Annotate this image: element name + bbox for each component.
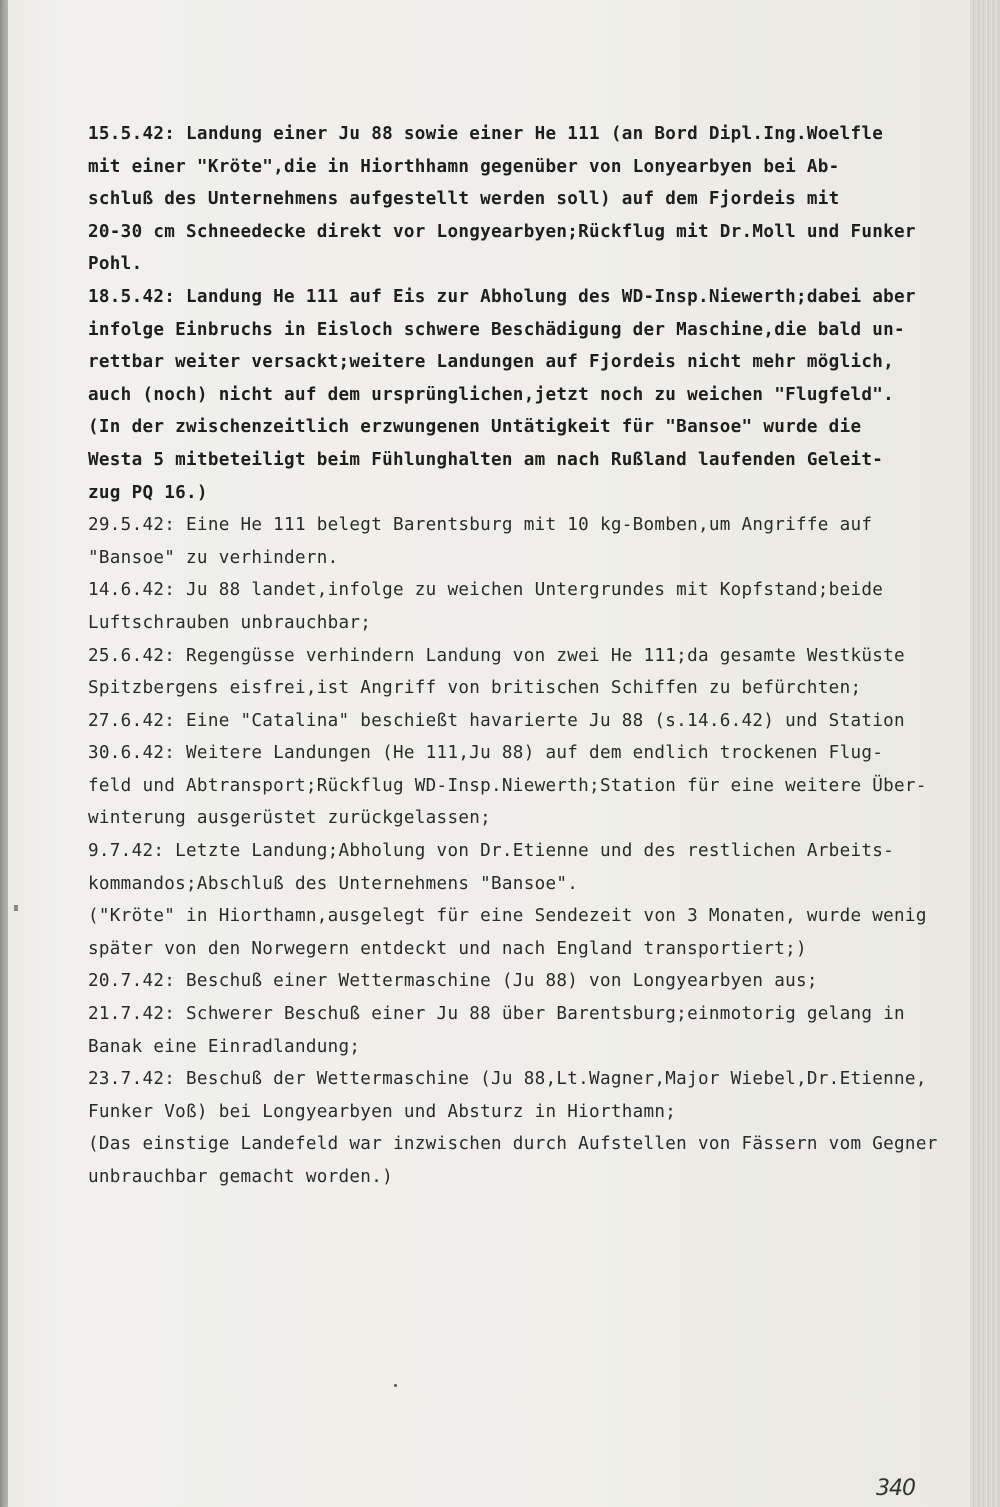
text-line: infolge Einbruchs in Eisloch schwere Beschädigung der Maschine,die bald un- [88,319,905,340]
binding-edge [0,0,8,1507]
text-line: Spitzbergens eisfrei,ist Angriff von britischen Schiffen zu befürchten; [88,678,862,699]
text-line: Banak eine Einradlandung; [88,1036,361,1057]
text-line: 18.5.42: Landung He 111 auf Eis zur Abholung des WD-Insp.Niewerth;dabei aber [88,286,916,307]
chronicle-entry [88,281,948,509]
text-line: 21.7.42: Schwerer Beschuß einer Ju 88 über Barentsburg;einmotorig gelang in [88,1004,905,1025]
text-line: Funker Voß) bei Longyearbyen und Absturz in Hiorthamn; [88,1101,677,1122]
text-line: Pohl. [88,254,143,275]
chronicle-entry [88,640,948,705]
chronicle-entry [88,1063,948,1193]
chronicle-entry [88,737,948,835]
paper-speck [14,905,18,911]
page-number: 340 [876,1476,915,1501]
paper-dot [394,1384,397,1387]
text-line: ("Kröte" in Hiorthamn,ausgelegt für eine Sendezeit von 3 Monaten, wurde wenig [88,906,927,927]
text-line: 9.7.42: Letzte Landung;Abholung von Dr.Etienne und des restlichen Arbeits- [88,841,895,862]
chronicle-entry [88,509,948,574]
page-stack-edge [970,0,1000,1507]
text-line: 23.7.42: Beschuß der Wettermaschine (Ju 88,Lt.Wagner,Major Wiebel,Dr.Etienne, [88,1069,927,1090]
text-line: auch (noch) nicht auf dem ursprünglichen,jetzt noch zu weichen "Flugfeld". [88,384,895,405]
text-line: feld und Abtransport;Rückflug WD-Insp.Niewerth;Station für eine weitere Über- [88,775,927,796]
text-line: (In der zwischenzeitlich erzwungenen Untätigkeit für "Bansoe" wurde die [88,417,862,438]
chronicle-entry [88,118,948,281]
text-line: mit einer "Kröte",die in Hiorthhamn gegenüber von Lonyearbyen bei Ab- [88,156,840,177]
text-line: schluß des Unternehmens aufgestellt werden soll) auf dem Fjordeis mit [88,189,840,210]
document-body [88,118,948,1194]
chronicle-entry [88,835,948,965]
text-line: 20.7.42: Beschuß einer Wettermaschine (Ju 88) von Longyearbyen aus; [88,971,818,992]
chronicle-entry [88,705,948,738]
chronicle-entry [88,574,948,639]
text-line: Luftschrauben unbrauchbar; [88,612,372,633]
text-line: 15.5.42: Landung einer Ju 88 sowie einer He 111 (an Bord Dipl.Ing.Woelfle [88,124,884,144]
text-line: später von den Norwegern entdeckt und nach England transportiert;) [88,938,807,959]
chronicle-entry [88,998,948,1063]
text-line: 14.6.42: Ju 88 landet,infolge zu weichen Untergrundes mit Kopfstand;beide [88,580,884,601]
document-page [8,0,970,1507]
text-line: 25.6.42: Regengüsse verhindern Landung von zwei He 111;da gesamte Westküste [88,645,905,666]
text-line: Westa 5 mitbeteiligt beim Fühlunghalten am nach Rußland laufenden Geleit- [88,449,884,470]
text-line: kommandos;Abschluß des Unternehmens "Bansoe". [88,873,579,894]
text-line: "Bansoe" zu verhindern. [88,547,339,568]
text-line: rettbar weiter versackt;weitere Landungen auf Fjordeis nicht mehr möglich, [88,352,895,373]
text-line: 30.6.42: Weitere Landungen (He 111,Ju 88) auf dem endlich trockenen Flug- [88,743,884,764]
text-line: 20-30 cm Schneedecke direkt vor Longyearbyen;Rückflug mit Dr.Moll und Funker [88,221,916,242]
chronicle-entry [88,965,948,998]
text-line: zug PQ 16.) [88,482,208,503]
text-line: 29.5.42: Eine He 111 belegt Barentsburg mit 10 kg-Bomben,um Angriffe auf [88,515,873,536]
text-line: winterung ausgerüstet zurückgelassen; [88,808,492,829]
text-line: 27.6.42: Eine "Catalina" beschießt havarierte Ju 88 (s.14.6.42) und Station [88,710,905,731]
text-line: (Das einstige Landefeld war inzwischen durch Aufstellen von Fässern vom Gegner [88,1134,938,1155]
text-line: unbrauchbar gemacht worden.) [88,1167,393,1187]
